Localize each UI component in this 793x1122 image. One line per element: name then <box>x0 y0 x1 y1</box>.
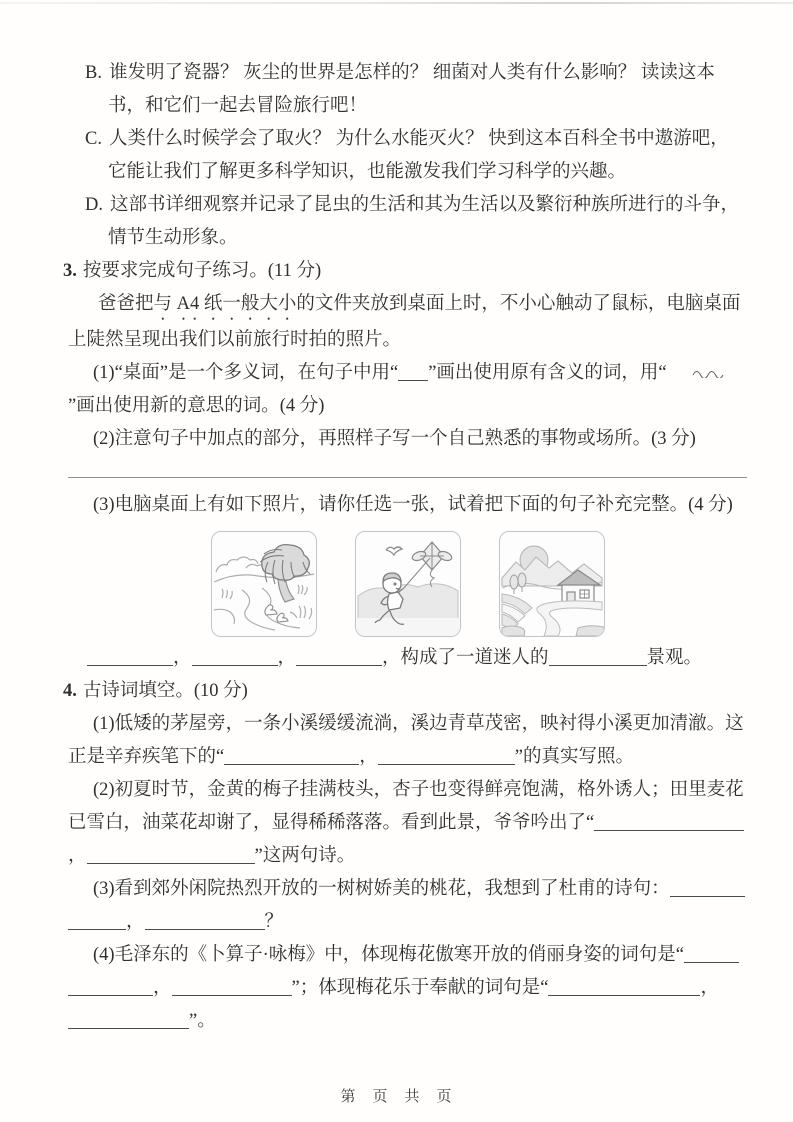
question-3-item-1 <box>68 357 747 423</box>
question-4-title: 古诗词填空。(10 分) <box>82 681 248 701</box>
q4-item4-pre: (4)毛泽东的《卜算子·咏梅》中，体现梅花傲寒开放的俏丽身姿的词句是“ <box>93 945 684 965</box>
passage-post: 的文件夹放到桌面上时，不小心触动了鼠标，电脑桌面上陡然呈现出我们以前旅行时拍的照片。 <box>68 294 741 350</box>
poem-blank-4b <box>68 995 153 996</box>
q4-item2-post: ”这两句诗。 <box>254 846 356 866</box>
poem-blank-4e <box>643 995 700 996</box>
comma: ， <box>700 978 719 998</box>
question-3-title: 按要求完成句子练习。(11 分) <box>82 261 322 281</box>
choice-option-b <box>85 57 747 123</box>
poem-blank-1a <box>224 764 359 765</box>
picture-countryside-farmhouse <box>499 531 605 637</box>
question-4-number: 4. <box>63 681 77 701</box>
fill-blank-2 <box>192 665 278 666</box>
choice-option-d <box>85 189 747 255</box>
q4-item4-end: ”。 <box>189 1011 216 1031</box>
question-4-item-2 <box>68 774 747 873</box>
fill-sentence-end: 景观。 <box>646 648 703 668</box>
choice-text-d: 这部书详细观察并记录了昆虫的生活和其为生活以及繁衍种族所进行的斗争，情节生动形象。 <box>108 195 740 248</box>
photo-row <box>68 531 747 637</box>
question-3-fill-sentence <box>68 642 747 675</box>
question-4-item-1 <box>68 708 747 774</box>
page-footer: 第 页 共 页 <box>340 1089 453 1105</box>
picture-willow-stream-ducks <box>211 531 317 637</box>
wavy-line-blank <box>667 357 724 390</box>
question-mark: ？ <box>264 912 284 932</box>
q4-item1-post: ”的真实写照。 <box>514 747 634 767</box>
scan-edge-artifact <box>0 2 793 4</box>
poem-blank-4f <box>68 1028 189 1029</box>
poem-blank-3b <box>68 929 126 930</box>
straight-line-blank <box>398 380 428 381</box>
choice-text-b: 谁发明了瓷器？ 灰尘的世界是怎样的？ 细菌对人类有什么影响？ 读读这本书，和它们一起去冒险旅行吧！ <box>108 63 715 116</box>
picture-boy-flying-kite <box>355 531 461 637</box>
choice-label-d: D. <box>85 195 103 215</box>
poem-blank-4d <box>548 995 643 996</box>
poem-blank-2a <box>594 830 744 831</box>
question-3-heading <box>63 255 747 288</box>
comma: ， <box>68 846 87 866</box>
q4-item1-pre: (1)低矮的茅屋旁，一条小溪缓缓流淌，溪边青草茂密，映衬得小溪更加清澈。这正是辛弃疾笔下的“ <box>68 714 744 767</box>
choice-option-c <box>85 123 747 189</box>
choice-label-b: B. <box>85 63 102 83</box>
item1-text-mid: ”画出使用原有含义的词，用“ <box>428 363 667 383</box>
passage-emphasized-dotted: 与 A4 纸一般大小 <box>153 294 297 314</box>
poem-blank-4a <box>684 962 739 963</box>
question-3-item-2: (2)注意句子中加点的部分，再照样子写一个自己熟悉的事物或场所。(3 分) <box>93 429 696 449</box>
item1-text-post: ”画出使用新的意思的词。(4 分) <box>68 396 325 416</box>
question-3-number: 3. <box>63 261 77 281</box>
question-3-passage <box>68 288 747 357</box>
item1-text-pre: (1)“桌面”是一个多义词，在句子中用“ <box>93 363 399 383</box>
q4-item4-mid: ”；体现梅花乐于奉献的词句是“ <box>291 978 549 998</box>
q4-item3-pre: (3)看到郊外闲院热烈开放的一树树娇美的桃花，我想到了杜甫的诗句： <box>93 879 670 899</box>
comma: ， <box>359 747 378 767</box>
fill-blank-1 <box>87 665 173 666</box>
question-4-heading <box>63 675 747 708</box>
poem-blank-2b <box>87 863 255 864</box>
poem-blank-1b <box>378 764 515 765</box>
choice-label-c: C. <box>85 129 102 149</box>
question-3-item-3: (3)电脑桌面上有如下照片，请你任选一张，试着把下面的句子补充完整。(4 分) <box>93 495 733 515</box>
fill-blank-4 <box>549 665 647 666</box>
comma: ， <box>277 648 297 668</box>
poem-blank-4c <box>172 995 292 996</box>
q4-item2-pre: (2)初夏时节，金黄的梅子挂满枝头，杏子也变得鲜亮饱满，格外诱人；田里麦花已雪白，油菜花却谢了，显得稀稀落落。看到此景，爷爷吟出了“ <box>68 780 744 833</box>
poem-blank-3c <box>145 929 265 930</box>
question-4-item-3 <box>68 873 747 939</box>
fill-sentence-mid: ，构成了一道迷人的 <box>382 648 549 668</box>
comma: ， <box>153 978 172 998</box>
handwriting-answer-line <box>68 477 747 478</box>
fill-blank-3 <box>296 665 382 666</box>
passage-pre: 爸爸把 <box>98 294 154 314</box>
comma: ， <box>173 648 192 668</box>
poem-blank-3a <box>670 896 745 897</box>
comma: ， <box>126 912 145 932</box>
question-4-item-4 <box>68 939 747 1038</box>
choice-text-c: 人类什么时候学会了取火？ 为什么水能灭火？ 快到这本百科全书中遨游吧，它能让我们了解更多科学知识，也能激发我们学习科学的兴趣。 <box>108 129 729 182</box>
